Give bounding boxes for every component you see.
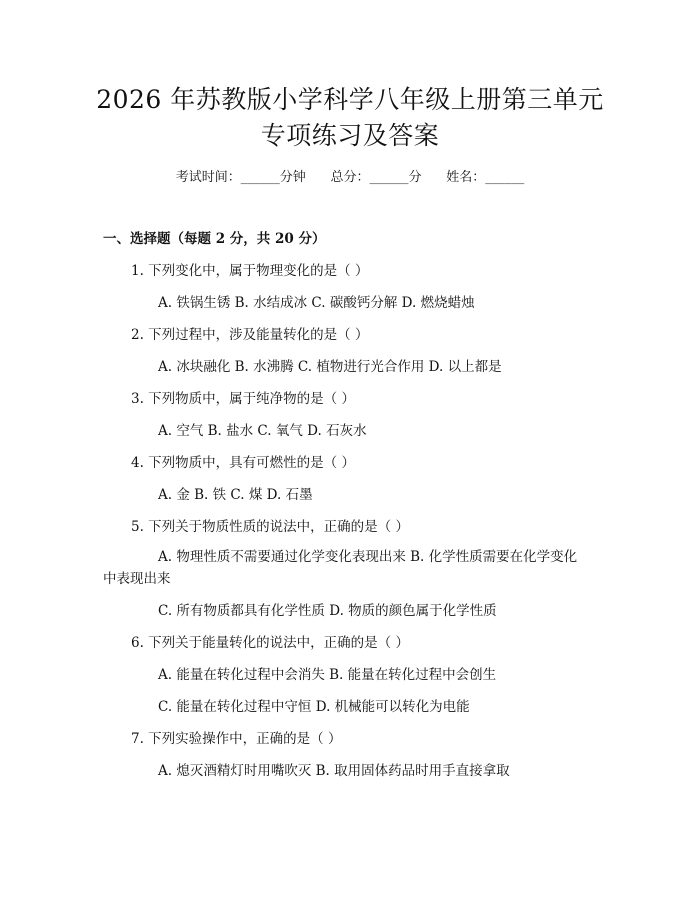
- question-1-options: A. 铁锅生锈 B. 水结成冰 C. 碳酸钙分解 D. 燃烧蜡烛: [158, 295, 475, 311]
- section-heading: 一、选择题（每题 2 分，共 20 分）: [103, 231, 326, 247]
- question-2-options: A. 冰块融化 B. 水沸腾 C. 植物进行光合作用 D. 以上都是: [158, 359, 502, 375]
- page-title-line2: 专项练习及答案: [260, 121, 440, 150]
- question-5-stem: 5. 下列关于物质性质的说法中，正确的是（ ）: [131, 519, 409, 535]
- question-4-options: A. 金 B. 铁 C. 煤 D. 石墨: [158, 487, 313, 503]
- question-7-options: A. 熄灭酒精灯时用嘴吹灭 B. 取用固体药品时用手直接拿取: [158, 763, 510, 779]
- question-6-options-ab: A. 能量在转化过程中会消失 B. 能量在转化过程中会创生: [158, 667, 497, 683]
- question-5-options-cd: C. 所有物质都具有化学性质 D. 物质的颜色属于化学性质: [158, 603, 497, 619]
- question-2-stem: 2. 下列过程中，涉及能量转化的是（ ）: [131, 327, 369, 343]
- question-7-stem: 7. 下列实验操作中，正确的是（ ）: [131, 731, 342, 747]
- question-5-options-ab-continued: 中表现出来: [103, 571, 171, 587]
- exam-meta-line: 考试时间：______分钟 总分：______分 姓名：______: [175, 170, 525, 185]
- question-1-stem: 1. 下列变化中，属于物理变化的是（ ）: [131, 263, 369, 279]
- question-5-options-ab: A. 物理性质不需要通过化学变化表现出来 B. 化学性质需要在化学变化: [158, 549, 578, 565]
- question-6-options-cd: C. 能量在转化过程中守恒 D. 机械能可以转化为电能: [158, 699, 470, 715]
- question-3-options: A. 空气 B. 盐水 C. 氧气 D. 石灰水: [158, 423, 367, 439]
- question-4-stem: 4. 下列物质中，具有可燃性的是（ ）: [131, 455, 355, 471]
- question-6-stem: 6. 下列关于能量转化的说法中，正确的是（ ）: [131, 635, 409, 651]
- question-3-stem: 3. 下列物质中，属于纯净物的是（ ）: [131, 391, 355, 407]
- page-title-line1: 2026 年苏教版小学科学八年级上册第三单元: [96, 85, 604, 114]
